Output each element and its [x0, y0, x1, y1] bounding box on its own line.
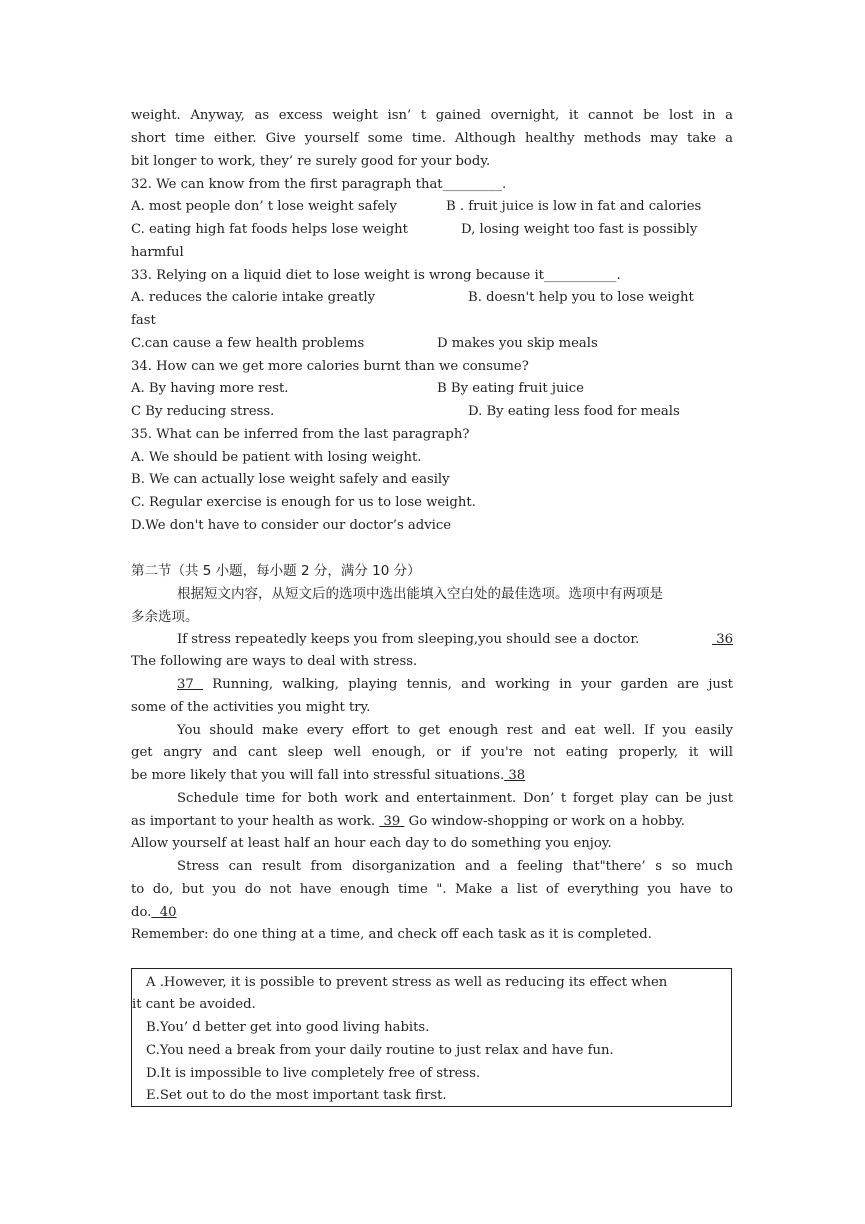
- question-32-option-b: B . fruit juice is low in fat and calories: [446, 199, 702, 214]
- question-33-option-b-cont: fast: [131, 313, 156, 328]
- blank-36: 36: [712, 632, 733, 647]
- question-35-option-a: A. We should be patient with losing weight.: [131, 450, 422, 465]
- question-34-stem: 34. How can we get more calories burnt than we consume?: [131, 359, 529, 374]
- option-d: D.It is impossible to live completely free of stress.: [146, 1066, 481, 1081]
- section-2-instruction-2: 多余选项。: [131, 609, 199, 625]
- blank-40: 40: [151, 905, 177, 920]
- option-b: B.You’ d better get into good living habits.: [146, 1020, 430, 1035]
- passage2-p4-line-3: Allow yourself at least half an hour each day to do something you enjoy.: [131, 836, 612, 851]
- passage2-p2-line-2: some of the activities you might try.: [131, 700, 371, 715]
- passage2-p1-line-2: The following are ways to deal with stress.: [131, 654, 418, 669]
- question-33-option-b: B. doesn't help you to lose weight: [468, 290, 694, 305]
- question-35-option-c: C. Regular exercise is enough for us to lose weight.: [131, 495, 476, 510]
- question-33-stem: 33. Relying on a liquid diet to lose weight is wrong because it___________.: [131, 268, 621, 283]
- passage2-p3-line-2: get angry and cant sleep well enough, or if you're not eating properly, it will: [131, 745, 733, 760]
- section-2-heading: 第二节（共 5 小题，每小题 2 分，满分 10 分）: [131, 563, 421, 579]
- option-e: E.Set out to do the most important task first.: [146, 1088, 447, 1103]
- passage2-paragraph-2: [177, 676, 733, 694]
- passage2-remember: Remember: do one thing at a time, and check off each task as it is completed.: [131, 927, 652, 942]
- passage2-p5-line-2: to do, but you do not have enough time ". Make a list of everything you have to: [131, 882, 733, 897]
- question-34-option-c: C By reducing stress.: [131, 404, 275, 419]
- question-33-option-d: D makes you skip meals: [437, 336, 598, 351]
- question-34-option-d: D. By eating less food for meals: [468, 404, 680, 419]
- passage2-p3-line-1: You should make every effort to get enough rest and eat well. If you easily: [177, 723, 733, 738]
- passage2-paragraph-1: [177, 631, 733, 649]
- blank-37: 37: [177, 677, 204, 692]
- passage2-p2-text: Running, walking, playing tennis, and working in your garden are just: [203, 677, 733, 692]
- passage2-p3-line-3: [131, 767, 733, 785]
- passage2-p1-text: If stress repeatedly keeps you from sleeping,you should see a doctor.: [177, 632, 640, 647]
- passage2-p4-text-a: as important to your health as work.: [131, 814, 376, 829]
- blank-38: 38: [504, 768, 526, 783]
- blank-39: 39: [379, 814, 405, 829]
- option-c: C.You need a break from your daily routine to just relax and have fun.: [146, 1043, 614, 1058]
- question-34-option-a: A. By having more rest.: [131, 381, 289, 396]
- question-33-option-c: C.can cause a few health problems: [131, 336, 365, 351]
- passage2-p5-text: do.: [131, 905, 152, 920]
- passage2-p5-line-1: Stress can result from disorganization and a feeling that"there’ s so much: [177, 859, 733, 874]
- question-32-stem: 32. We can know from the first paragraph that_________.: [131, 177, 507, 192]
- passage-line-2: short time either. Give yourself some time. Although healthy methods may take a: [131, 131, 733, 146]
- question-33-option-a: A. reduces the calorie intake greatly: [131, 290, 376, 305]
- question-35-stem: 35. What can be inferred from the last paragraph?: [131, 427, 470, 442]
- option-a-line-1: A .However, it is possible to prevent stress as well as reducing its effect when: [146, 975, 668, 990]
- question-32-option-d-cont: harmful: [131, 245, 184, 260]
- question-34-option-b: B By eating fruit juice: [437, 381, 584, 396]
- section-2-instruction-1: 根据短文内容，从短文后的选项中选出能填入空白处的最佳选项。选项中有两项是: [177, 586, 663, 602]
- question-32-option-a: A. most people don’ t lose weight safely: [131, 199, 397, 214]
- passage2-p4-text-b: Go window-shopping or work on a hobby.: [404, 814, 685, 829]
- options-box: [131, 968, 732, 1107]
- option-a-line-2: it cant be avoided.: [132, 997, 256, 1012]
- question-32-option-c: C. eating high fat foods helps lose weight: [131, 222, 408, 237]
- question-35-option-b: B. We can actually lose weight safely and easily: [131, 472, 450, 487]
- passage2-p4-line-1: Schedule time for both work and entertainment. Don’ t forget play can be just: [177, 791, 733, 806]
- passage2-p5-line-3: [131, 904, 733, 922]
- passage2-p3-text: be more likely that you will fall into stressful situations.: [131, 768, 505, 783]
- passage2-p4-line-2: [131, 813, 733, 831]
- question-32-option-d: D, losing weight too fast is possibly: [461, 222, 698, 237]
- passage-line-3: bit longer to work, they’ re surely good for your body.: [131, 154, 491, 169]
- question-35-option-d: D.We don't have to consider our doctor’s advice: [131, 518, 452, 533]
- passage-line-1: weight. Anyway, as excess weight isn’ t gained overnight, it cannot be lost in a: [131, 108, 733, 123]
